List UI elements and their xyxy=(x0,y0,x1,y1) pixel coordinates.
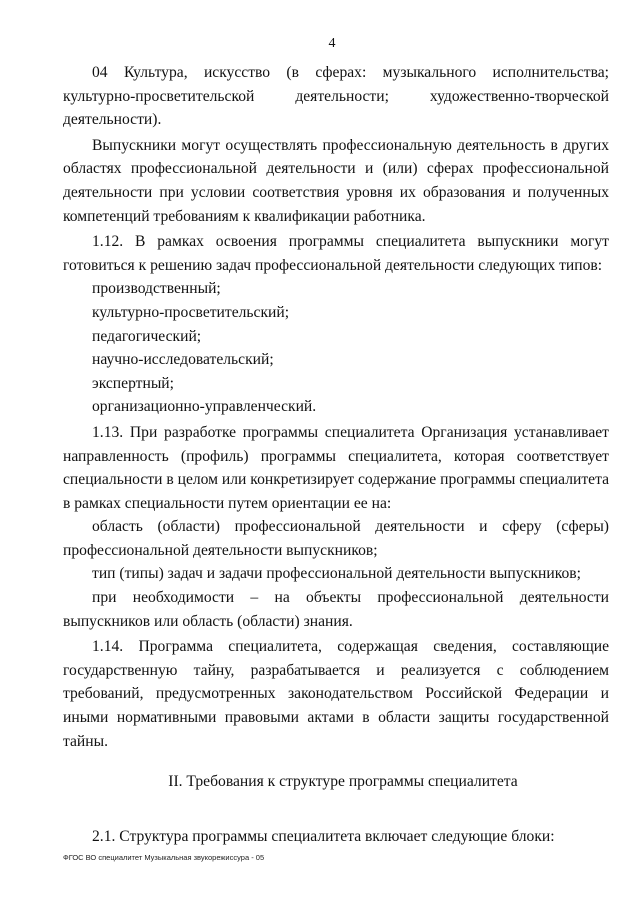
document-body xyxy=(63,61,609,848)
list-item: культурно-просветительский; xyxy=(92,303,290,321)
list-item: экспертный; xyxy=(92,374,174,392)
paragraph-1-12: 1.12. В рамках освоения программы специалитета выпускники могут готовиться к решению задач профессиональной деятельности следующих типов: xyxy=(63,233,609,274)
list-item: организационно-управленческий. xyxy=(92,398,317,416)
paragraph-task-types: тип (типы) задач и задачи профессиональной деятельности выпускников; xyxy=(92,565,581,583)
footer-note: ФГОС ВО специалитет Музыкальная звукорежиссура - 05 xyxy=(63,853,265,862)
paragraph-objects: при необходимости – на объекты профессиональной деятельности выпускников или область (области) знания. xyxy=(63,589,609,630)
paragraph-activity-areas: область (области) профессиональной деятельности и сферу (сферы) профессиональной деятельности выпускников; xyxy=(63,518,609,559)
paragraph-1-13: 1.13. При разработке программы специалитета Организация устанавливает направленность (профиль) программы специалитета, которая соответствует специальности в целом или конкретизирует содержание программы специалитета в рамках специальности путем ориентации ее на: xyxy=(63,423,610,512)
paragraph-2-1: 2.1. Структура программы специалитета включает следующие блоки: xyxy=(92,827,555,845)
task-types-list xyxy=(63,277,609,419)
section-heading: II. Требования к структуре программы специалитета xyxy=(168,773,518,791)
paragraph-culture-spheres: 04 Культура, искусство (в сферах: музыкального исполнительства; культурно-просветительской деятельности; художественно-творческой деятельности). xyxy=(63,64,609,129)
list-item: педагогический; xyxy=(92,327,202,345)
list-item: производственный; xyxy=(92,280,221,298)
paragraph-1-14: 1.14. Программа специалитета, содержащая сведения, составляющие государственную тайну, разрабатывается и реализуется с соблюдением требований, предусмотренных законодательством Российской Федерации и иными нормативными правовыми актами в области защиты государственной тайны. xyxy=(63,638,609,750)
paragraph-graduates-other-areas: Выпускники могут осуществлять профессиональную деятельность в других областях профессиональной деятельности и (или) сферах профессиональной деятельности при условии соответствия уровня их образования и полученных компетенций требованиям к квалификации работника. xyxy=(63,136,609,225)
list-item: научно-исследовательский; xyxy=(92,351,274,369)
page-number: 4 xyxy=(328,36,336,51)
